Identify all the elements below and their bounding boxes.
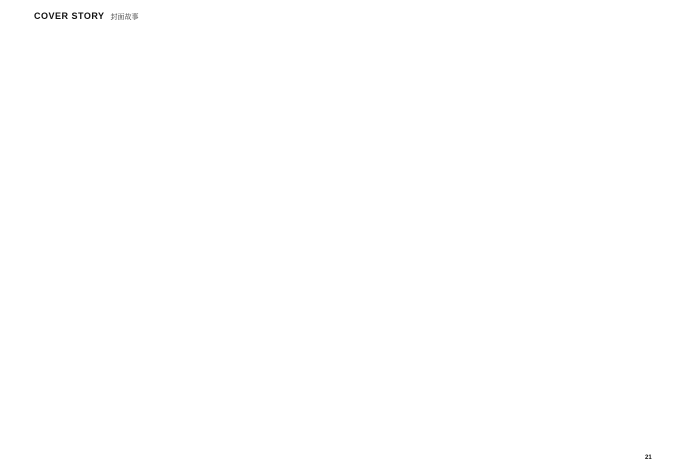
right-column: [352, 22, 656, 34]
section-label-cn: 封面故事: [110, 13, 139, 21]
left-column: [34, 22, 334, 58]
spacer: [352, 22, 656, 26]
page-header: [34, 11, 139, 22]
section-label-en: COVER STORY: [34, 11, 105, 21]
spacer: [352, 28, 656, 32]
page-number: 21: [645, 455, 652, 461]
spacer: [34, 52, 334, 56]
